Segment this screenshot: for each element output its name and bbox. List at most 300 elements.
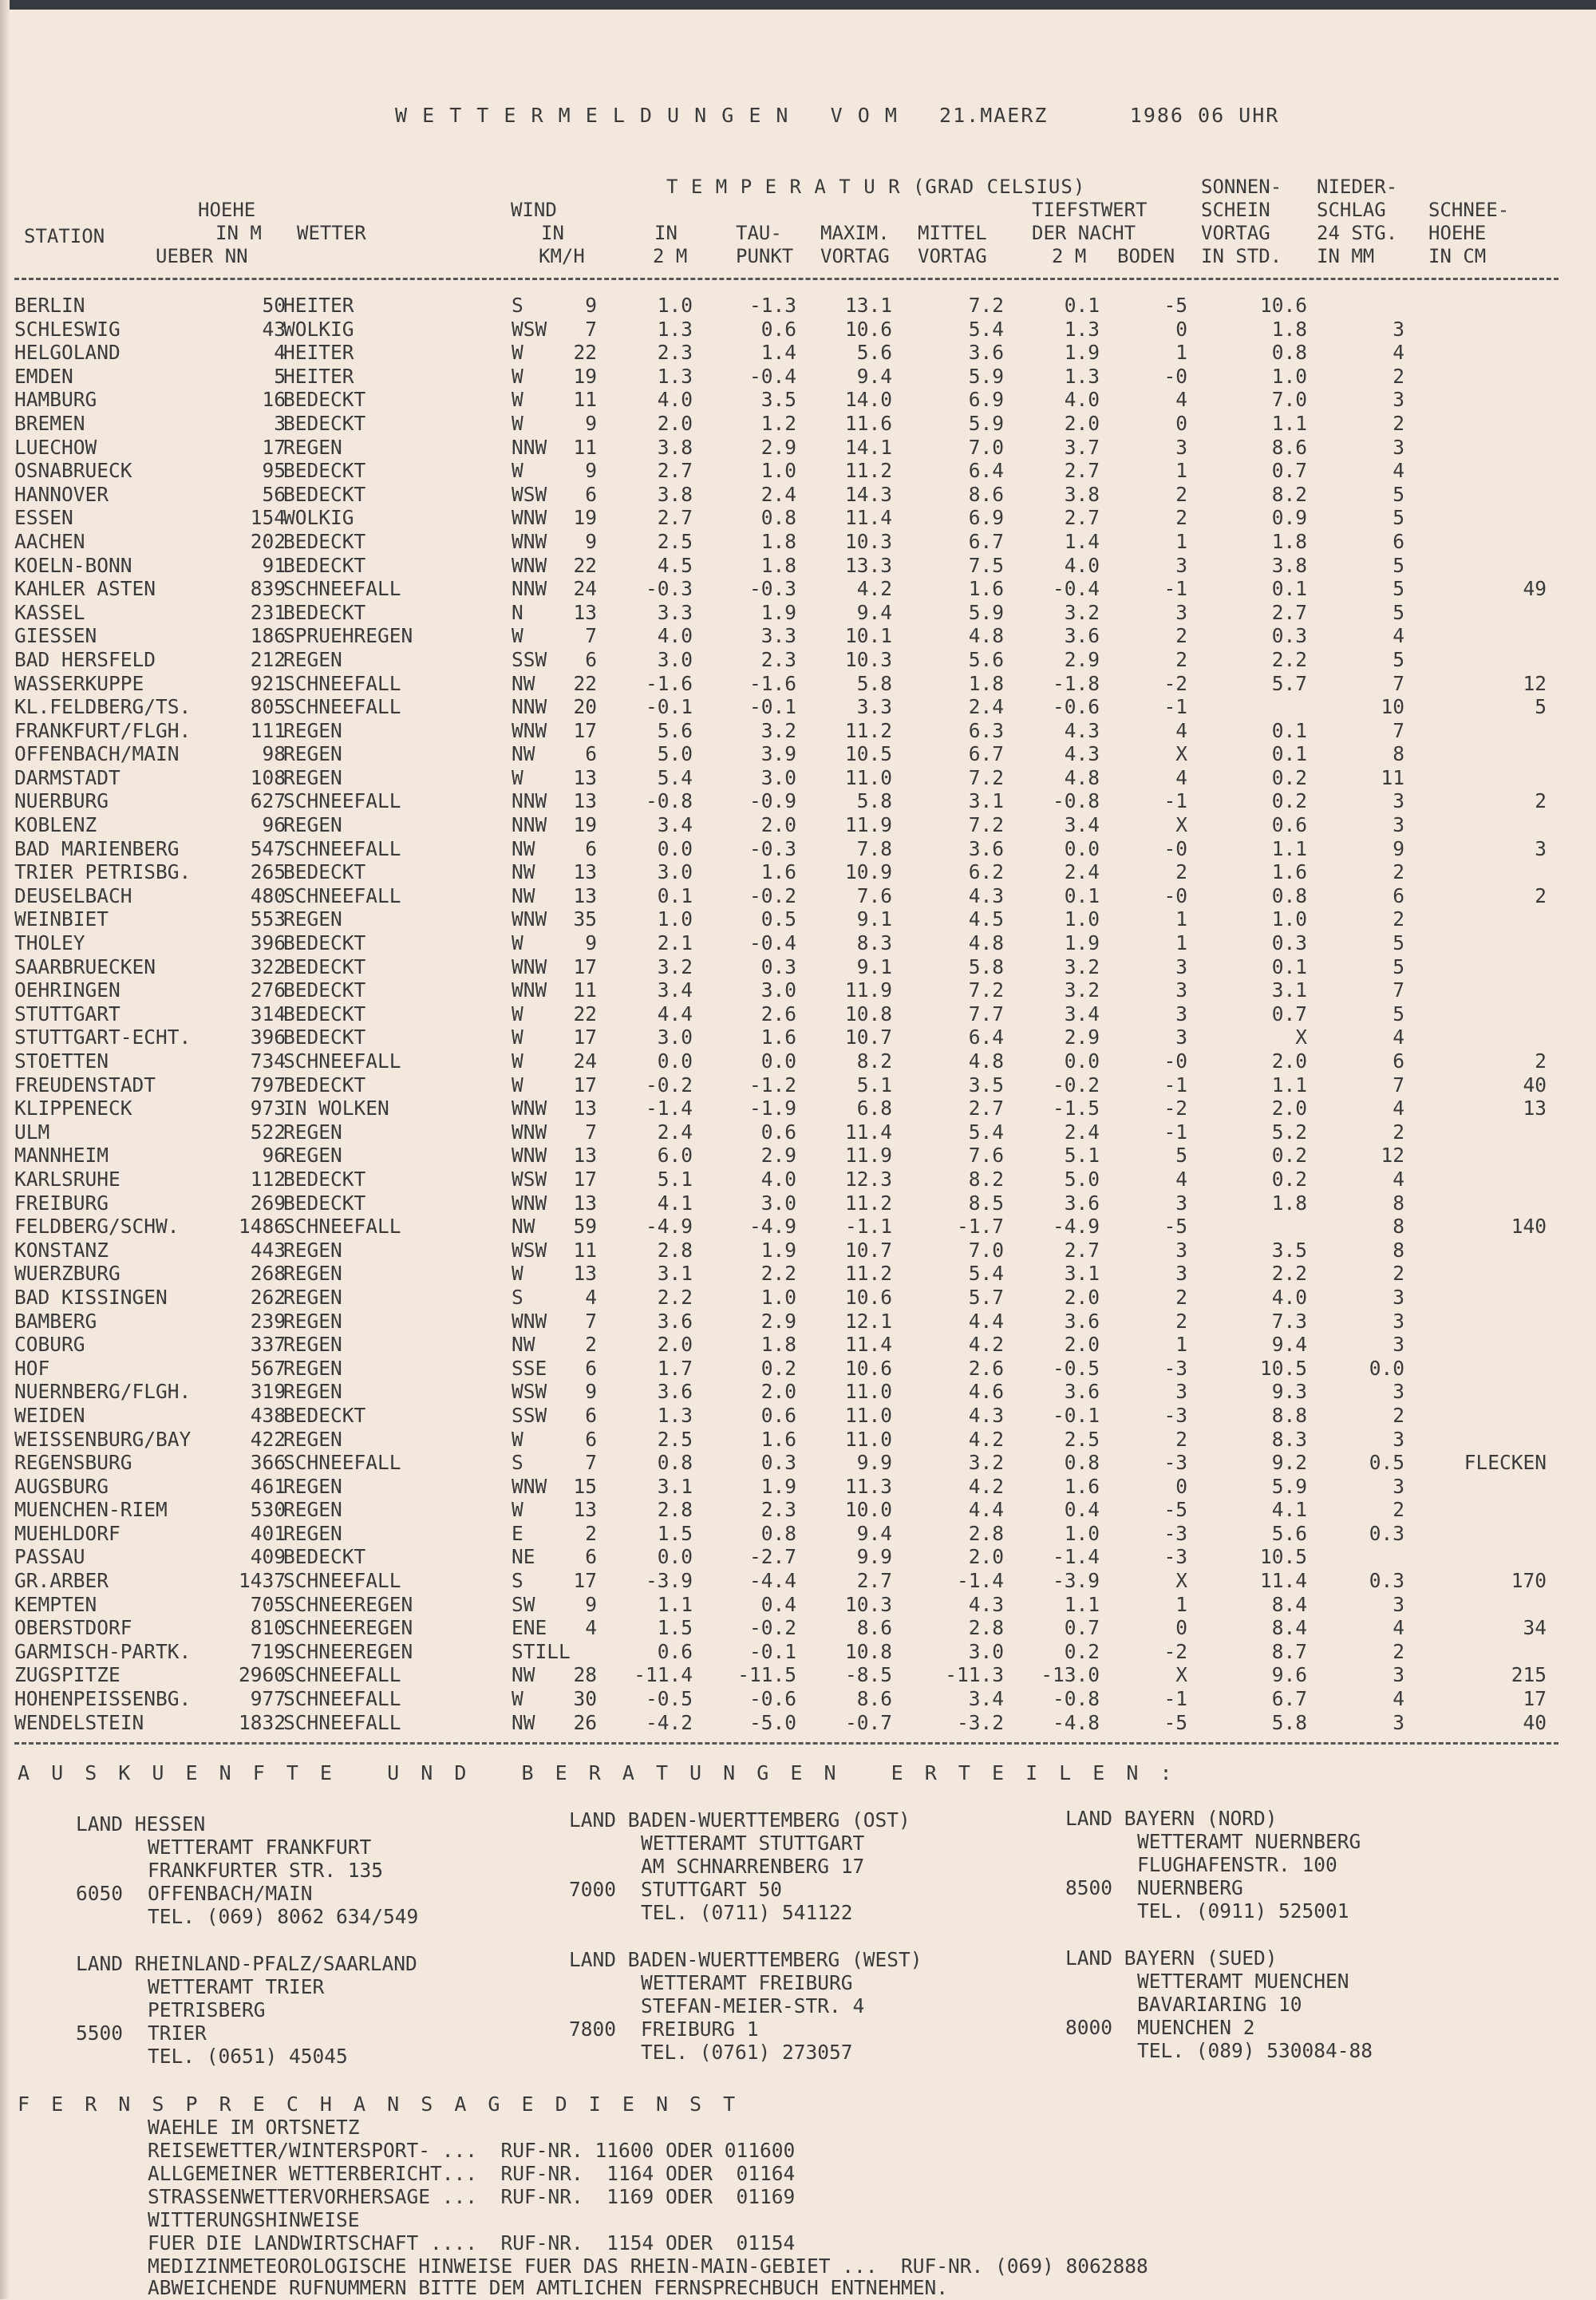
temp-2m-cell: 1.3 <box>657 1403 693 1427</box>
taupunkt-cell: -4.9 <box>749 1215 796 1239</box>
hoehe-cell: 553 <box>250 907 286 931</box>
temp-2m-cell: 2.7 <box>657 459 693 483</box>
hoehe-cell: 108 <box>250 765 286 789</box>
station-cell: WASSERKUPPE <box>14 671 144 695</box>
station-cell: REGENSBURG <box>14 1451 132 1475</box>
wind-speed-cell: 7 <box>585 1120 597 1144</box>
sonne-cell: 4.1 <box>1271 1498 1307 1522</box>
station-cell: HAMBURG <box>14 388 97 412</box>
nieder-cell: 2 <box>1393 1120 1404 1144</box>
nieder-cell: 3 <box>1393 789 1404 813</box>
header-nieder-2: SCHLAG <box>1317 199 1386 221</box>
schnee-cell: 2 <box>1535 1049 1547 1073</box>
wetter-cell: REGEN <box>283 1309 342 1333</box>
nieder-cell: 8 <box>1393 1215 1404 1239</box>
maxim-cell: 5.1 <box>856 1073 892 1097</box>
wind-speed-cell: 13 <box>573 789 597 813</box>
taupunkt-cell: -4.4 <box>749 1569 796 1593</box>
nieder-cell: 4 <box>1393 1687 1404 1711</box>
taupunkt-cell: 2.2 <box>760 1262 796 1286</box>
office-street: STEFAN-MEIER-STR. 4 <box>641 1994 865 2017</box>
wind-dir-cell: W <box>512 341 523 365</box>
wind-dir-cell: NE <box>512 1545 535 1569</box>
tief-2m-cell: -4.8 <box>1052 1710 1100 1734</box>
wetter-cell: SCHNEEFALL <box>283 789 401 813</box>
wetter-cell: SCHNEEFALL <box>283 1710 401 1734</box>
mittel-cell: -3.2 <box>956 1710 1004 1734</box>
tief-boden-cell: -0 <box>1163 883 1187 907</box>
tief-2m-cell: 3.4 <box>1064 813 1100 837</box>
taupunkt-cell: 1.9 <box>760 1474 796 1498</box>
wetter-cell: HEITER <box>283 341 354 365</box>
mittel-cell: 2.0 <box>968 1545 1004 1569</box>
wind-dir-cell: WNW <box>512 954 547 978</box>
wind-dir-cell: WSW <box>512 1238 547 1262</box>
schnee-cell: 2 <box>1535 789 1547 813</box>
wetter-cell: SCHNEEFALL <box>283 1215 401 1239</box>
hoehe-cell: 409 <box>250 1545 286 1569</box>
sonne-cell: 6.7 <box>1271 1687 1307 1711</box>
hoehe-cell: 16 <box>262 388 286 412</box>
fernsprech-line: ABWEICHENDE RUFNUMMERN BITTE DEM AMTLICHEN FERNSPRECHBUCH ENTNEHMEN. <box>148 2276 949 2299</box>
fernsprech-line: WITTERUNGSHINWEISE <box>148 2208 360 2231</box>
taupunkt-cell: 2.0 <box>760 1380 796 1404</box>
wind-speed-cell: 24 <box>573 1049 597 1073</box>
temp-2m-cell: 3.8 <box>657 435 693 459</box>
mittel-cell: 1.6 <box>968 577 1004 601</box>
hoehe-cell: 239 <box>250 1309 286 1333</box>
wetter-cell: REGEN <box>283 1120 342 1144</box>
office-plz: 8000 <box>1065 2016 1113 2039</box>
mittel-cell: 3.4 <box>968 1687 1004 1711</box>
taupunkt-cell: 2.9 <box>760 1309 796 1333</box>
header-hoehe-2: IN M <box>215 222 262 244</box>
hoehe-cell: 56 <box>262 482 286 506</box>
wetter-cell: SCHNEEFALL <box>283 1569 401 1593</box>
sonne-cell: 0.8 <box>1271 341 1307 365</box>
wind-speed-cell: 17 <box>573 1073 597 1097</box>
sonne-cell: 9.6 <box>1271 1663 1307 1687</box>
header-sonne-4: IN STD. <box>1201 245 1282 267</box>
sonne-cell: 0.2 <box>1271 1167 1307 1191</box>
nieder-cell: 6 <box>1393 529 1404 553</box>
tief-boden-cell: -3 <box>1163 1451 1187 1475</box>
header-sonne-1: SONNEN- <box>1201 176 1282 198</box>
taupunkt-cell: 2.3 <box>760 647 796 671</box>
wind-dir-cell: NNW <box>512 577 547 601</box>
sonne-cell: 7.3 <box>1271 1309 1307 1333</box>
sonne-cell: 10.5 <box>1259 1545 1307 1569</box>
header-tau-1: TAU- <box>736 222 782 244</box>
mittel-cell: 7.0 <box>968 435 1004 459</box>
temp-2m-cell: 2.0 <box>657 1333 693 1357</box>
office-name: WETTERAMT TRIER <box>148 1975 325 1998</box>
temp-2m-cell: 1.3 <box>657 364 693 388</box>
fernsprech-line: WAEHLE IM ORTSNETZ <box>148 2116 360 2139</box>
hoehe-cell: 269 <box>250 1191 286 1215</box>
station-cell: KONSTANZ <box>14 1238 109 1262</box>
fernsprech-line: FUER DIE LANDWIRTSCHAFT .... RUF-NR. 1154 ODER 01154 <box>148 2231 796 2255</box>
header-sonne-3: VORTAG <box>1201 222 1270 244</box>
tief-boden-cell: 0 <box>1175 411 1187 435</box>
sonne-cell: 2.0 <box>1271 1097 1307 1120</box>
mittel-cell: 2.4 <box>968 695 1004 719</box>
nieder-cell: 0.3 <box>1369 1569 1404 1593</box>
mittel-cell: 5.4 <box>968 1262 1004 1286</box>
station-cell: OBERSTDORF <box>14 1616 132 1640</box>
wind-dir-cell: WSW <box>512 1167 547 1191</box>
maxim-cell: 11.0 <box>844 1403 892 1427</box>
taupunkt-cell: 3.0 <box>760 1191 796 1215</box>
station-cell: KAHLER ASTEN <box>14 577 156 601</box>
wind-dir-cell: NNW <box>512 695 547 719</box>
wetter-cell: BEDECKT <box>283 482 366 506</box>
temp-2m-cell: 0.6 <box>657 1639 693 1663</box>
maxim-cell: 4.2 <box>856 577 892 601</box>
taupunkt-cell: -0.4 <box>749 931 796 955</box>
nieder-cell: 3 <box>1393 1427 1404 1451</box>
mittel-cell: 7.2 <box>968 294 1004 317</box>
tief-2m-cell: 1.3 <box>1064 364 1100 388</box>
taupunkt-cell: 0.6 <box>760 1403 796 1427</box>
taupunkt-cell: 3.3 <box>760 624 796 648</box>
tief-boden-cell: -5 <box>1163 1215 1187 1239</box>
hoehe-cell: 231 <box>250 600 286 624</box>
station-cell: WENDELSTEIN <box>14 1710 144 1734</box>
office-land: LAND BAYERN (SUED) <box>1065 1946 1278 1970</box>
fernsprech-line: MEDIZINMETEOROLOGISCHE HINWEISE FUER DAS RHEIN-MAIN-GEBIET ... RUF-NR. (069) 8062888 <box>148 2255 1148 2278</box>
maxim-cell: 11.9 <box>844 813 892 837</box>
temp-2m-cell: -3.9 <box>645 1569 693 1593</box>
nieder-cell: 3 <box>1393 813 1404 837</box>
temp-2m-cell: 6.0 <box>657 1144 693 1168</box>
maxim-cell: 7.6 <box>856 883 892 907</box>
mittel-cell: 6.4 <box>968 1026 1004 1049</box>
hoehe-cell: 276 <box>250 978 286 1002</box>
mittel-cell: -1.4 <box>956 1569 1004 1593</box>
header-maxim-1: MAXIM. <box>820 222 890 244</box>
maxim-cell: 11.0 <box>844 1427 892 1451</box>
wind-dir-cell: W <box>512 1262 523 1286</box>
wind-speed-cell: 19 <box>573 813 597 837</box>
office-phone: TEL. (0651) 45045 <box>148 2045 348 2068</box>
wetter-cell: SCHNEEFALL <box>283 671 401 695</box>
nieder-cell: 2 <box>1393 1498 1404 1522</box>
wind-dir-cell: WNW <box>512 1191 547 1215</box>
office-street: FLUGHAFENSTR. 100 <box>1137 1853 1337 1876</box>
tief-2m-cell: 2.4 <box>1064 860 1100 884</box>
wetter-cell: BEDECKT <box>283 1073 366 1097</box>
wind-dir-cell: WNW <box>512 1144 547 1168</box>
schnee-cell: 13 <box>1523 1097 1547 1120</box>
sonne-cell: 9.4 <box>1271 1333 1307 1357</box>
schnee-cell: 3 <box>1535 836 1547 860</box>
taupunkt-cell: -0.3 <box>749 836 796 860</box>
taupunkt-cell: -0.1 <box>749 695 796 719</box>
tief-boden-cell: 3 <box>1175 600 1187 624</box>
wind-dir-cell: NW <box>512 860 535 884</box>
hoehe-cell: 319 <box>250 1380 286 1404</box>
tief-2m-cell: 0.1 <box>1064 294 1100 317</box>
tief-boden-cell: 2 <box>1175 482 1187 506</box>
wind-dir-cell: W <box>512 388 523 412</box>
office-land: LAND HESSEN <box>76 1812 206 1836</box>
hoehe-cell: 98 <box>262 742 286 766</box>
hoehe-cell: 2960 <box>238 1663 286 1687</box>
maxim-cell: 10.7 <box>844 1026 892 1049</box>
hoehe-cell: 522 <box>250 1120 286 1144</box>
taupunkt-cell: -2.7 <box>749 1545 796 1569</box>
office-phone: TEL. (0761) 273057 <box>641 2041 853 2064</box>
sonne-cell: 10.6 <box>1259 294 1307 317</box>
wetter-cell: SCHNEEFALL <box>283 883 401 907</box>
page-title: W E T T E R M E L D U N G E N V O M 21.MAERZ 1986 06 UHR <box>395 104 1280 127</box>
auskunft-title: A U S K U E N F T E U N D B E R A T U N G E N E R T E I L E N : <box>18 1761 1177 1784</box>
wind-dir-cell: WNW <box>512 718 547 742</box>
station-cell: MUENCHEN-RIEM <box>14 1498 168 1522</box>
wind-dir-cell: NW <box>512 1215 535 1239</box>
mittel-cell: 6.7 <box>968 529 1004 553</box>
wind-speed-cell: 2 <box>585 1521 597 1545</box>
temp-2m-cell: 4.4 <box>657 1002 693 1026</box>
wind-speed-cell: 7 <box>585 624 597 648</box>
sonne-cell: 0.1 <box>1271 718 1307 742</box>
tief-2m-cell: -0.2 <box>1052 1073 1100 1097</box>
tief-2m-cell: 1.1 <box>1064 1592 1100 1616</box>
hoehe-cell: 314 <box>250 1002 286 1026</box>
temp-2m-cell: 5.6 <box>657 718 693 742</box>
tief-boden-cell: 1 <box>1175 1333 1187 1357</box>
wind-speed-cell: 9 <box>585 294 597 317</box>
hoehe-cell: 396 <box>250 1026 286 1049</box>
wind-speed-cell: 9 <box>585 529 597 553</box>
wetter-cell: SCHNEEFALL <box>283 1663 401 1687</box>
mittel-cell: 2.8 <box>968 1616 1004 1640</box>
sonne-cell: 11.4 <box>1259 1569 1307 1593</box>
header-schnee-3: IN CM <box>1428 245 1487 267</box>
nieder-cell: 7 <box>1393 718 1404 742</box>
tief-2m-cell: 0.7 <box>1064 1616 1100 1640</box>
mittel-cell: 3.6 <box>968 836 1004 860</box>
sonne-cell: 10.5 <box>1259 1356 1307 1380</box>
tief-boden-cell: 1 <box>1175 931 1187 955</box>
office-city: FREIBURG 1 <box>641 2017 759 2041</box>
mittel-cell: 4.3 <box>968 1403 1004 1427</box>
maxim-cell: 8.3 <box>856 931 892 955</box>
maxim-cell: 7.8 <box>856 836 892 860</box>
tief-2m-cell: 2.9 <box>1064 647 1100 671</box>
nieder-cell: 5 <box>1393 600 1404 624</box>
mittel-cell: -1.7 <box>956 1215 1004 1239</box>
sonne-cell: 0.3 <box>1271 624 1307 648</box>
nieder-cell: 5 <box>1393 1002 1404 1026</box>
temp-2m-cell: 3.0 <box>657 860 693 884</box>
office-plz: 7800 <box>569 2017 617 2041</box>
schnee-cell: 40 <box>1523 1710 1547 1734</box>
tief-boden-cell: 1 <box>1175 907 1187 931</box>
station-cell: SAARBRUECKEN <box>14 954 156 978</box>
tief-2m-cell: -1.4 <box>1052 1545 1100 1569</box>
maxim-cell: 5.8 <box>856 789 892 813</box>
wetter-cell: REGEN <box>283 1262 342 1286</box>
station-cell: FREUDENSTADT <box>14 1073 156 1097</box>
mittel-cell: 4.5 <box>968 907 1004 931</box>
wind-speed-cell: 13 <box>573 1097 597 1120</box>
sonne-cell: 1.1 <box>1271 836 1307 860</box>
tief-2m-cell: 2.5 <box>1064 1427 1100 1451</box>
tief-boden-cell: -5 <box>1163 294 1187 317</box>
station-cell: WEISSENBURG/BAY <box>14 1427 192 1451</box>
tief-boden-cell: -1 <box>1163 577 1187 601</box>
wetter-cell: BEDECKT <box>283 529 366 553</box>
maxim-cell: 8.6 <box>856 1687 892 1711</box>
temp-2m-cell: 0.1 <box>657 883 693 907</box>
tief-2m-cell: 3.1 <box>1064 1262 1100 1286</box>
wetter-cell: REGEN <box>283 718 342 742</box>
taupunkt-cell: 1.6 <box>760 1026 796 1049</box>
sonne-cell: 1.8 <box>1271 1191 1307 1215</box>
office-plz: 6050 <box>76 1882 124 1905</box>
station-cell: DARMSTADT <box>14 765 120 789</box>
mittel-cell: 4.8 <box>968 624 1004 648</box>
maxim-cell: 8.2 <box>856 1049 892 1073</box>
tief-boden-cell: -0 <box>1163 364 1187 388</box>
mittel-cell: 4.8 <box>968 931 1004 955</box>
sonne-cell: 2.2 <box>1271 647 1307 671</box>
hoehe-cell: 422 <box>250 1427 286 1451</box>
tief-boden-cell: -2 <box>1163 1639 1187 1663</box>
station-cell: FRANKFURT/FLGH. <box>14 718 192 742</box>
nieder-cell: 4 <box>1393 1167 1404 1191</box>
wind-speed-cell: 4 <box>585 1285 597 1309</box>
wetter-cell: REGEN <box>283 435 342 459</box>
nieder-cell: 9 <box>1393 836 1404 860</box>
mittel-cell: 8.2 <box>968 1167 1004 1191</box>
wetter-cell: REGEN <box>283 813 342 837</box>
temp-2m-cell: 2.2 <box>657 1285 693 1309</box>
maxim-cell: 10.1 <box>844 624 892 648</box>
station-cell: ESSEN <box>14 506 73 530</box>
nieder-cell: 0.3 <box>1369 1521 1404 1545</box>
station-cell: AUGSBURG <box>14 1474 109 1498</box>
mittel-cell: 5.8 <box>968 954 1004 978</box>
taupunkt-cell: 2.9 <box>760 1144 796 1168</box>
station-cell: DEUSELBACH <box>14 883 132 907</box>
maxim-cell: 2.7 <box>856 1569 892 1593</box>
nieder-cell: 5 <box>1393 647 1404 671</box>
nieder-cell: 4 <box>1393 341 1404 365</box>
tief-boden-cell: 2 <box>1175 860 1187 884</box>
hoehe-cell: 202 <box>250 529 286 553</box>
mittel-cell: 4.6 <box>968 1380 1004 1404</box>
office-phone: TEL. (069) 8062 634/549 <box>148 1905 419 1928</box>
wind-dir-cell: WNW <box>512 978 547 1002</box>
taupunkt-cell: 1.8 <box>760 529 796 553</box>
hoehe-cell: 977 <box>250 1687 286 1711</box>
office-phone: TEL. (089) 530084-88 <box>1137 2039 1373 2062</box>
hoehe-cell: 91 <box>262 553 286 577</box>
hoehe-cell: 366 <box>250 1451 286 1475</box>
tief-2m-cell: 2.0 <box>1064 1333 1100 1357</box>
maxim-cell: 11.4 <box>844 1120 892 1144</box>
office-land: LAND BAYERN (NORD) <box>1065 1807 1278 1830</box>
schnee-cell: 12 <box>1523 671 1547 695</box>
maxim-cell: 10.5 <box>844 742 892 766</box>
station-cell: KARLSRUHE <box>14 1167 120 1191</box>
station-cell: SCHLESWIG <box>14 317 120 341</box>
maxim-cell: 9.4 <box>856 1521 892 1545</box>
tief-boden-cell: 2 <box>1175 647 1187 671</box>
nieder-cell: 5 <box>1393 931 1404 955</box>
wetter-cell: REGEN <box>283 1333 342 1357</box>
wind-speed-cell: 17 <box>573 1569 597 1593</box>
wetter-cell: BEDECKT <box>283 978 366 1002</box>
wetter-cell: REGEN <box>283 1144 342 1168</box>
wetter-cell: IN WOLKEN <box>283 1097 389 1120</box>
schnee-cell: 34 <box>1523 1616 1547 1640</box>
taupunkt-cell: 3.2 <box>760 718 796 742</box>
maxim-cell: 10.3 <box>844 1592 892 1616</box>
temp-2m-cell: -11.4 <box>634 1663 693 1687</box>
wind-dir-cell: S <box>512 1451 523 1475</box>
station-cell: BREMEN <box>14 411 85 435</box>
wind-dir-cell: W <box>512 1427 523 1451</box>
tief-boden-cell: 3 <box>1175 1238 1187 1262</box>
maxim-cell: 13.3 <box>844 553 892 577</box>
nieder-cell: 12 <box>1381 1144 1404 1168</box>
mittel-cell: 3.2 <box>968 1451 1004 1475</box>
tief-boden-cell: -1 <box>1163 1073 1187 1097</box>
station-cell: MUEHLDORF <box>14 1521 120 1545</box>
nieder-cell: 2 <box>1393 1262 1404 1286</box>
sonne-cell: 2.2 <box>1271 1262 1307 1286</box>
tief-2m-cell: 3.6 <box>1064 1309 1100 1333</box>
mittel-cell: 6.3 <box>968 718 1004 742</box>
wind-speed-cell: 13 <box>573 600 597 624</box>
wetter-cell: REGEN <box>283 1498 342 1522</box>
nieder-cell: 5 <box>1393 482 1404 506</box>
wind-speed-cell: 22 <box>573 341 597 365</box>
wind-dir-cell: NNW <box>512 813 547 837</box>
temp-2m-cell: 5.0 <box>657 742 693 766</box>
nieder-cell: 10 <box>1381 695 1404 719</box>
maxim-cell: 13.1 <box>844 294 892 317</box>
station-cell: HANNOVER <box>14 482 109 506</box>
tief-boden-cell: -0 <box>1163 1049 1187 1073</box>
temp-2m-cell: 4.1 <box>657 1191 693 1215</box>
hoehe-cell: 268 <box>250 1262 286 1286</box>
tief-boden-cell: X <box>1175 742 1187 766</box>
temp-2m-cell: 2.8 <box>657 1238 693 1262</box>
header-wind-2: IN <box>541 222 564 244</box>
nieder-cell: 2 <box>1393 907 1404 931</box>
tief-boden-cell: 2 <box>1175 624 1187 648</box>
hoehe-cell: 480 <box>250 883 286 907</box>
taupunkt-cell: -0.3 <box>749 577 796 601</box>
schnee-cell: 49 <box>1523 577 1547 601</box>
schnee-cell: 215 <box>1511 1663 1547 1687</box>
mittel-cell: -11.3 <box>945 1663 1004 1687</box>
sonne-cell: 1.6 <box>1271 860 1307 884</box>
tief-2m-cell: 3.2 <box>1064 978 1100 1002</box>
wetter-cell: REGEN <box>283 1521 342 1545</box>
station-cell: PASSAU <box>14 1545 85 1569</box>
station-cell: MANNHEIM <box>14 1144 109 1168</box>
nieder-cell: 3 <box>1393 1592 1404 1616</box>
temp-2m-cell: 0.8 <box>657 1451 693 1475</box>
tief-boden-cell: 2 <box>1175 1427 1187 1451</box>
temp-2m-cell: -0.3 <box>645 577 693 601</box>
